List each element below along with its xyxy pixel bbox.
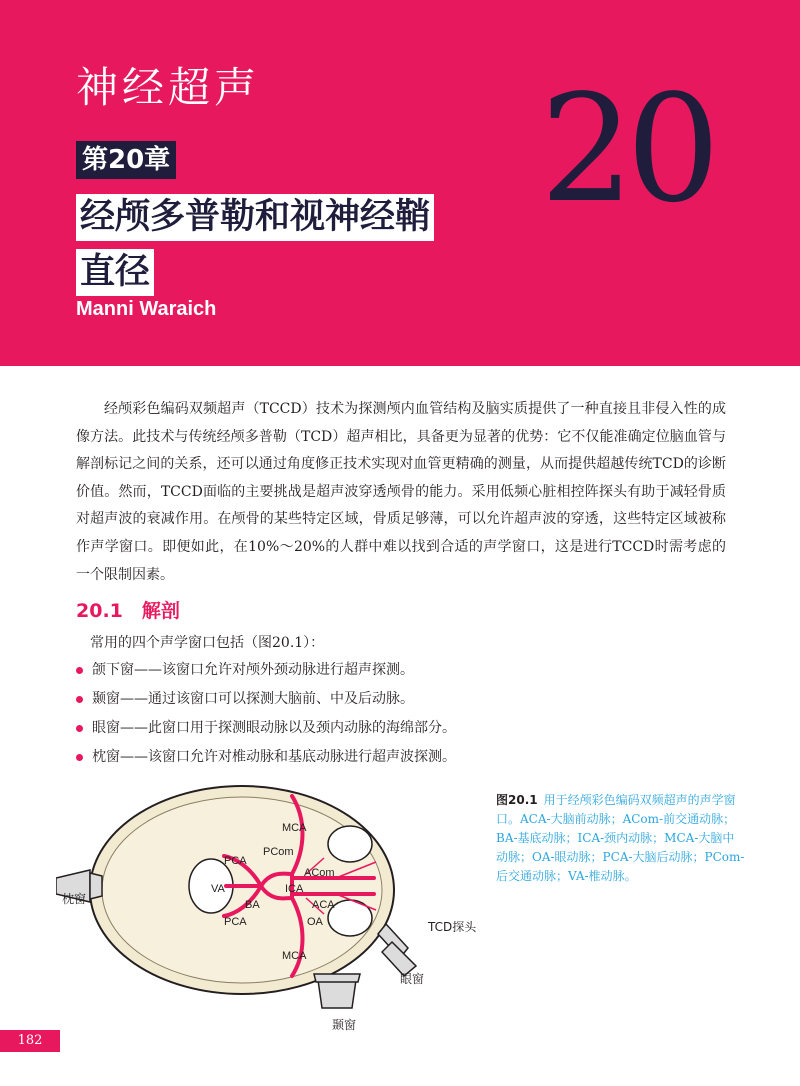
bullet-dot-icon xyxy=(76,696,83,703)
list-intro: 常用的四个声学窗口包括（图20.1）： xyxy=(90,635,325,651)
chapter-title-line2: 直径 xyxy=(76,249,154,296)
label-ba: BA xyxy=(245,899,260,911)
bullet-dot-icon xyxy=(76,754,83,761)
list-item: 颞窗——通过该窗口可以探测大脑前、中及后动脉。 xyxy=(76,687,456,716)
label-orbital-window: 眼窗 xyxy=(400,972,425,986)
label-temporal-window: 颞窗 xyxy=(332,1018,357,1032)
list-item: 眼窗——此窗口用于探测眼动脉以及颈内动脉的海绵部分。 xyxy=(76,716,456,745)
author-name: Manni Waraich xyxy=(76,298,217,320)
label-pcom: PCom xyxy=(263,846,294,858)
label-pca-top: PCA xyxy=(224,855,247,867)
label-acom: ACom xyxy=(304,867,335,879)
section-title: 神经超声 xyxy=(76,63,261,112)
chapter-title-line1: 经颅多普勒和视神经鞘 xyxy=(76,194,434,241)
caption-text: 用于经颅彩色编码双频超声的声学窗口。ACA-大脑前动脉；ACom-前交通动脉；BA-基底动脉；ICA-颈内动脉；MCA-大脑中动脉；OA-眼动脉；PCA-大脑后动脉；PCom-后交通动脉；VA-椎动脉。 xyxy=(496,793,745,883)
bullet-dot-icon xyxy=(76,725,83,732)
skull-diagram xyxy=(56,778,496,1040)
label-mca-bottom: MCA xyxy=(282,950,307,962)
label-aca: ACA xyxy=(312,899,335,911)
caption-label: 图20.1 xyxy=(496,793,538,807)
label-va: VA xyxy=(211,883,225,895)
figure-caption xyxy=(496,791,746,886)
chapter-number: 20 xyxy=(540,63,713,235)
label-occipital-window: 枕窗 xyxy=(62,892,87,906)
intro-paragraph: 经颅彩色编码双频超声（TCCD）技术为探测颅内血管结构及脑实质提供了一种直接且非侵入性的成像方法。此技术与传统经颅多普勒（TCD）超声相比，具备更为显著的优势：它不仅能准确定位脑血管与解剖标记之间的关系，还可以通过角度修正技术实现对血管更精确的测量，从而提供超越传统TCD的诊断价值。然而，TCCD面临的主要挑战是超声波穿透颅骨的能力。采用低频心脏相控阵探头有助于减轻骨质对超声波的衰减作用。在颅骨的某些特定区域，骨质足够薄，可以允许超声波的穿透，这些特定区域被称作声学窗口。即便如此，在10%～20%的人群中难以找到合适的声学窗口，这是进行TCCD时需考虑的一个限制因素。 xyxy=(76,401,726,583)
label-mca-top: MCA xyxy=(282,822,307,834)
label-tcd-probe: TCD探头 xyxy=(428,920,477,934)
chapter-label: 第20章 xyxy=(76,141,176,179)
section-heading: 20.1 解剖 xyxy=(76,600,180,622)
page-number: 182 xyxy=(0,1030,60,1052)
label-oa: OA xyxy=(307,916,323,928)
chapter-title xyxy=(76,194,536,304)
window-list xyxy=(76,658,456,774)
list-item: 颌下窗——该窗口允许对颅外颈动脉进行超声探测。 xyxy=(76,658,456,687)
chapter-banner xyxy=(0,0,800,366)
label-pca-bottom: PCA xyxy=(224,916,247,928)
skull-illustration xyxy=(56,778,496,1040)
bullet-dot-icon xyxy=(76,667,83,674)
list-item: 枕窗——该窗口允许对椎动脉和基底动脉进行超声波探测。 xyxy=(76,745,456,774)
label-ica: ICA xyxy=(285,883,304,895)
